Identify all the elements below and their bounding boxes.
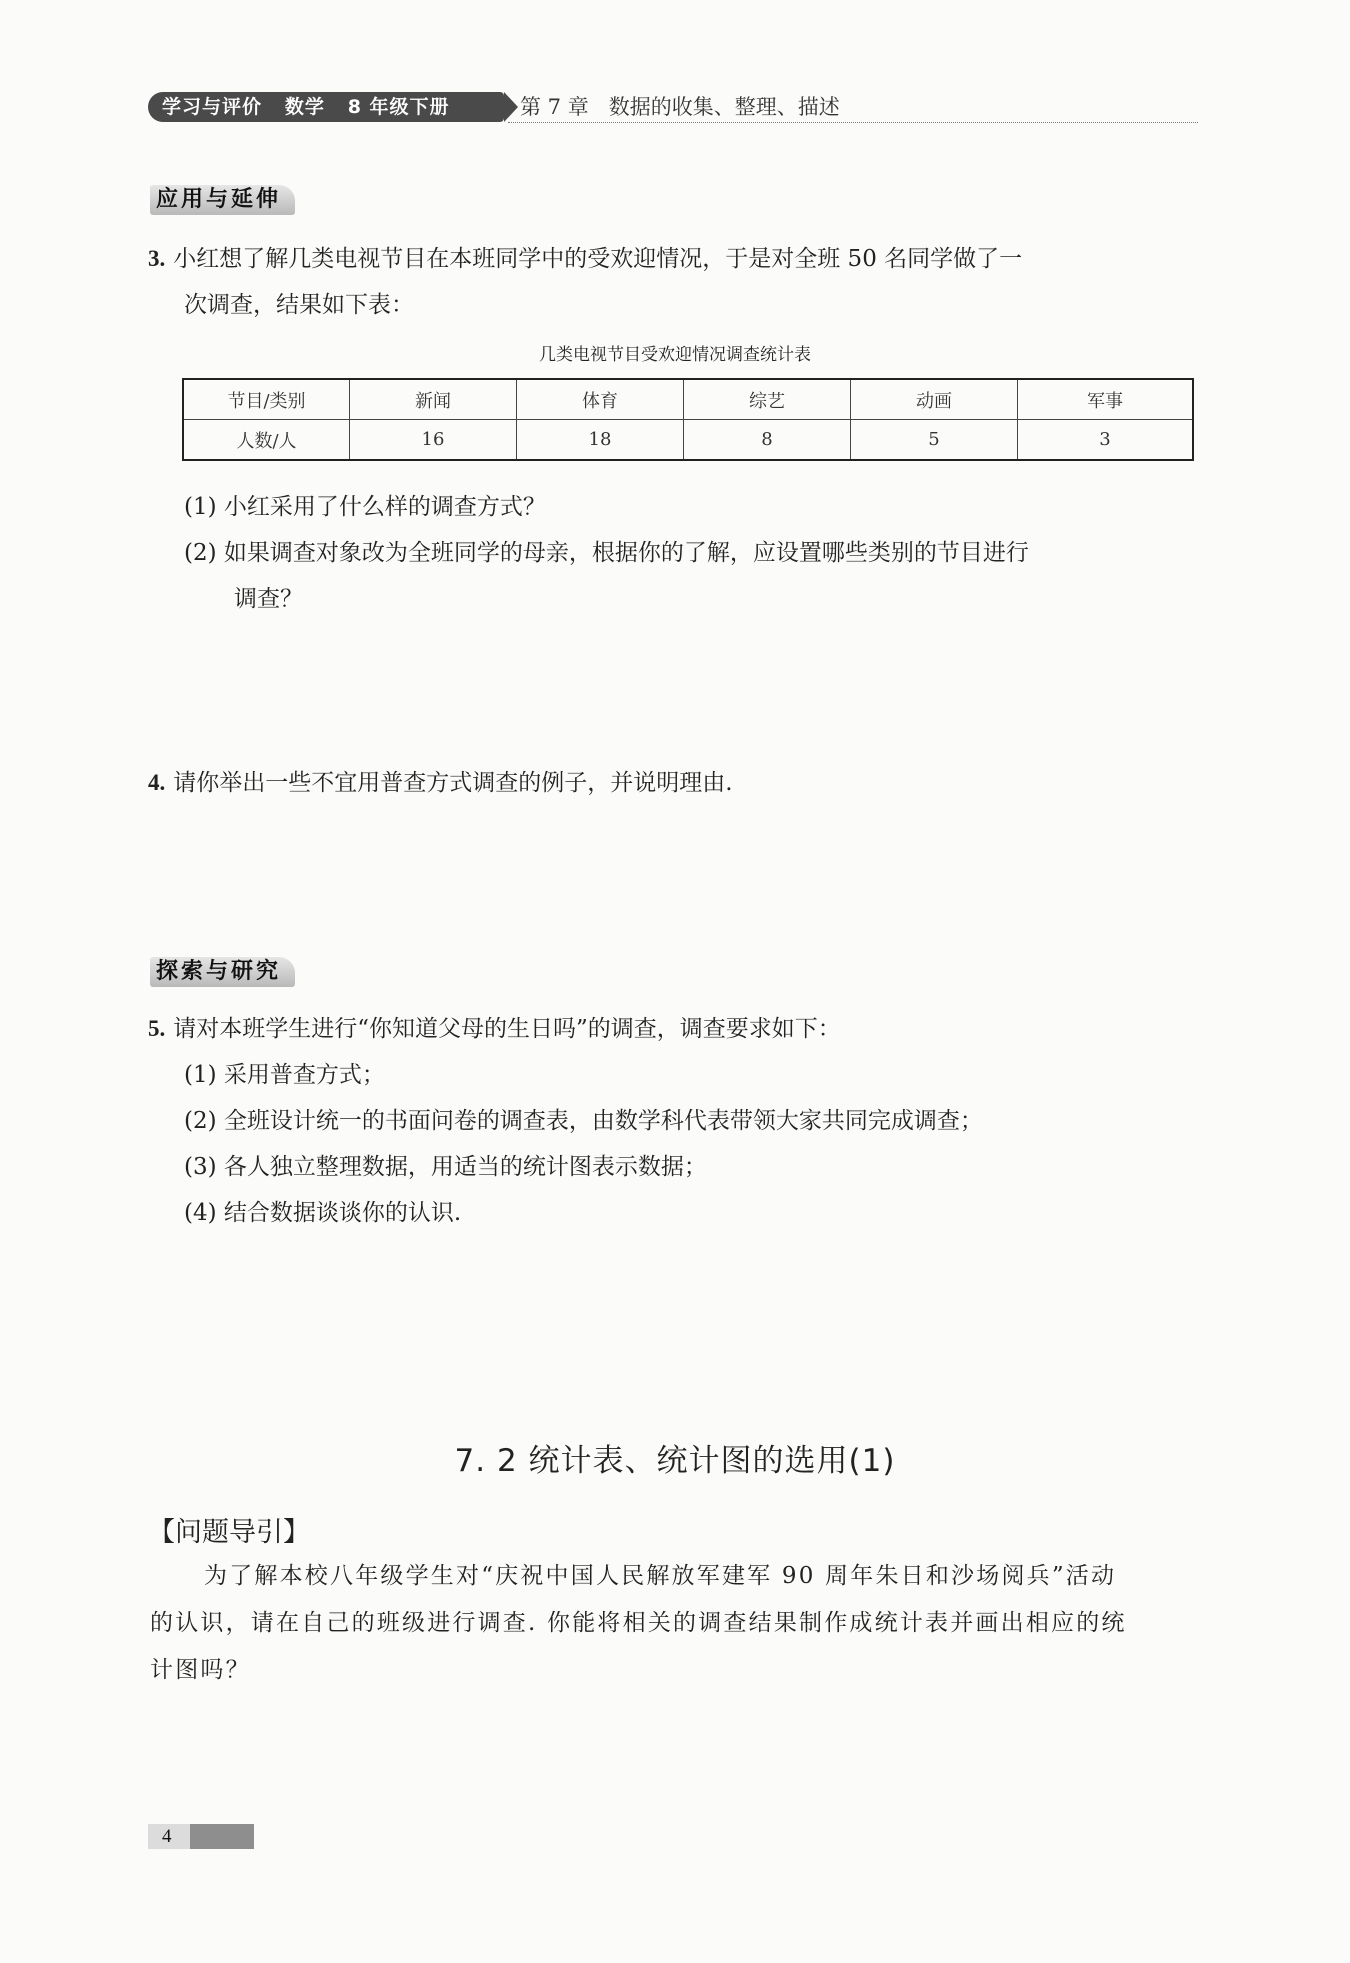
question-4 — [148, 760, 733, 806]
table-header-cell: 新闻 — [350, 379, 517, 420]
question-3-part-1: (1) 小红采用了什么样的调查方式？ — [184, 494, 546, 520]
question-5-item-2: (2) 全班设计统一的书面问卷的调查表，由数学科代表带领大家共同完成调查； — [184, 1108, 983, 1134]
table-cell: 8 — [684, 420, 851, 461]
question-3-part-2: (2) 如果调查对象改为全班同学的母亲，根据你的了解，应设置哪些类别的节目进行 — [184, 540, 1029, 566]
table-header-cell: 军事 — [1018, 379, 1194, 420]
guide-heading: 【问题导引】 — [148, 1517, 310, 1548]
guide-line-2: 的认识，请在自己的班级进行调查. 你能将相关的调查结果制作成统计表并画出相应的统 — [150, 1610, 1127, 1636]
question-3-part-2-line2: 调查？ — [234, 586, 303, 612]
survey-table — [182, 378, 1194, 461]
table-row — [183, 420, 1193, 461]
section-tag-apply: 应用与延伸 — [150, 185, 295, 215]
question-number: 5. — [148, 1016, 166, 1041]
chapter-title: 第 7 章 数据的收集、整理、描述 — [520, 95, 840, 119]
header-divider — [508, 122, 1198, 123]
question-3-line2: 次调查，结果如下表： — [184, 292, 414, 318]
question-number: 3. — [148, 246, 166, 271]
question-5 — [148, 1006, 841, 1052]
section-title-7-2: 7. 2 统计表、统计图的选用(1) — [454, 1443, 896, 1479]
guide-line-1: 为了解本校八年级学生对“庆祝中国人民解放军建军 90 周年朱日和沙场阅兵”活动 — [204, 1563, 1117, 1589]
table-header-cell: 综艺 — [684, 379, 851, 420]
page-number: 4 — [162, 1826, 172, 1847]
question-3 — [148, 236, 1208, 282]
question-5-item-1: (1) 采用普查方式； — [184, 1062, 385, 1088]
table-title: 几类电视节目受欢迎情况调查统计表 — [539, 345, 811, 365]
section-tag-explore: 探索与研究 — [150, 957, 295, 987]
table-header-cell: 体育 — [517, 379, 684, 420]
question-text: 请你举出一些不宜用普查方式调查的例子，并说明理由. — [173, 770, 733, 796]
book-title-badge: 学习与评价 数学 8 年级下册 — [148, 92, 504, 122]
table-cell: 18 — [517, 420, 684, 461]
guide-line-3: 计图吗？ — [150, 1657, 251, 1683]
table-header-cell: 动画 — [851, 379, 1018, 420]
table-header-cell: 节目/类别 — [183, 379, 350, 420]
table-cell: 16 — [350, 420, 517, 461]
question-text-line1: 小红想了解几类电视节目在本班同学中的受欢迎情况，于是对全班 50 名同学做了一 — [173, 246, 1023, 272]
table-cell: 人数/人 — [183, 420, 350, 461]
question-number: 4. — [148, 770, 166, 795]
question-5-item-4: (4) 结合数据谈谈你的认识. — [184, 1200, 462, 1226]
guide-paragraph — [150, 1553, 1200, 1694]
running-header — [148, 92, 1198, 124]
table-cell: 5 — [851, 420, 1018, 461]
question-text: 请对本班学生进行“你知道父母的生日吗”的调查，调查要求如下： — [173, 1016, 841, 1042]
page-number-tab — [148, 1824, 254, 1849]
table-row — [183, 379, 1193, 420]
question-5-item-3: (3) 各人独立整理数据，用适当的统计图表示数据； — [184, 1154, 707, 1180]
table-cell: 3 — [1018, 420, 1194, 461]
